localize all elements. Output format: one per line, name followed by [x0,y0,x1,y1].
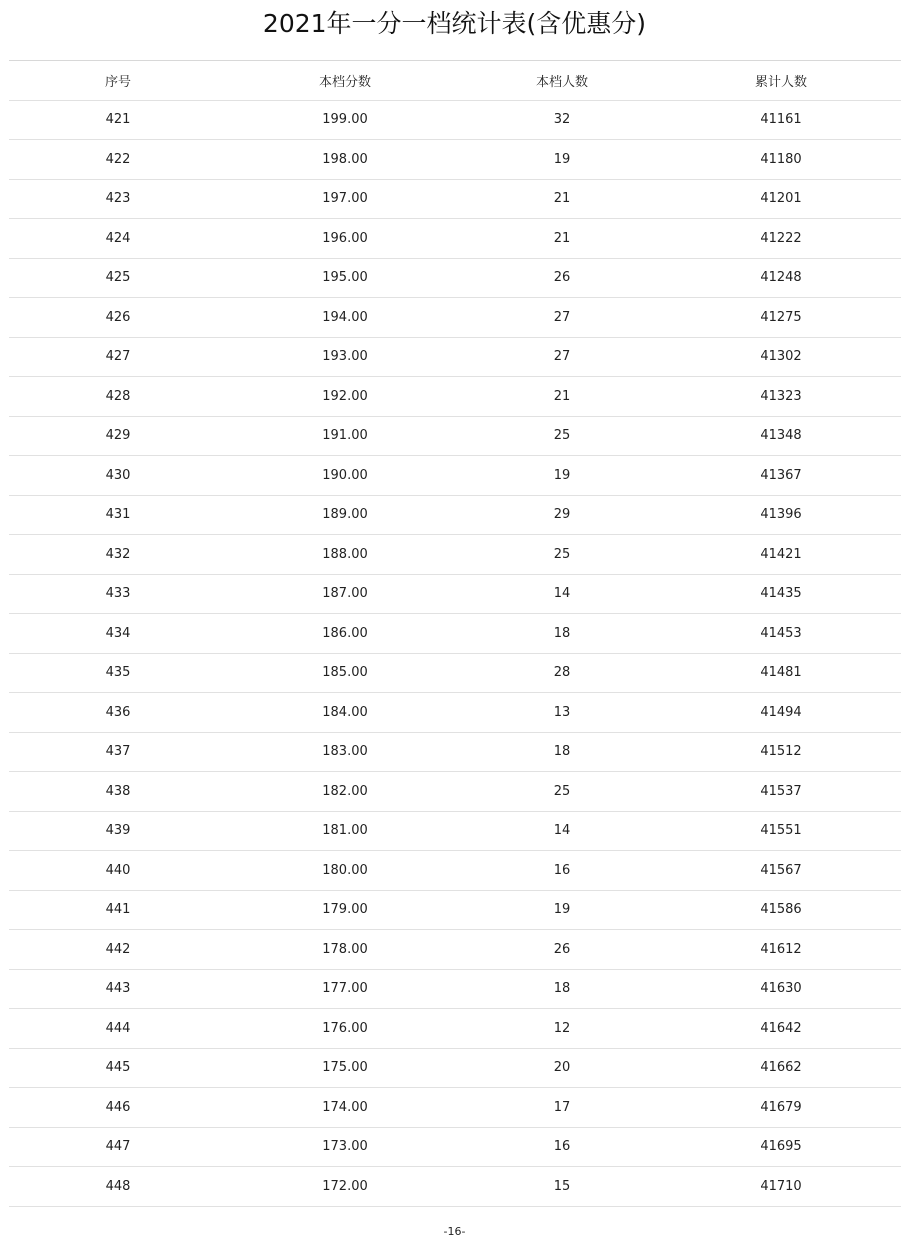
cell-cumulative: 41695 [760,1139,802,1155]
cell-score: 176.00 [322,1020,368,1036]
table-row [9,456,901,496]
cell-cumulative: 41710 [760,1178,802,1194]
cell-score: 187.00 [322,586,368,602]
table-row [9,338,901,378]
table-row [9,1167,901,1207]
cell-score: 185.00 [322,665,368,681]
cell-score: 198.00 [322,151,368,167]
cell-count: 19 [553,467,571,483]
page-number: -16- [443,1225,466,1238]
table-row [9,377,901,417]
cell-cumulative: 41612 [760,941,802,957]
cell-count: 32 [553,112,571,128]
table-row [9,259,901,299]
column-header-rank: 序号 [104,74,131,90]
cell-cumulative: 41494 [760,704,802,720]
table-row [9,930,901,970]
column-header-score: 本档分数 [318,74,371,90]
cell-score: 181.00 [322,823,368,839]
cell-score: 189.00 [322,507,368,523]
cell-score: 174.00 [322,1099,368,1115]
cell-cumulative: 41435 [760,586,802,602]
cell-cumulative: 41512 [760,744,802,760]
cell-rank: 426 [105,309,131,325]
cell-rank: 448 [105,1178,131,1194]
cell-score: 191.00 [322,428,368,444]
table-row [9,417,901,457]
cell-rank: 431 [105,507,131,523]
cell-rank: 435 [105,665,131,681]
cell-count: 17 [553,1099,571,1115]
cell-cumulative: 41551 [760,823,802,839]
cell-score: 172.00 [322,1178,368,1194]
cell-rank: 429 [105,428,131,444]
table-row [9,693,901,733]
cell-score: 193.00 [322,349,368,365]
cell-score: 196.00 [322,230,368,246]
cell-cumulative: 41642 [760,1020,802,1036]
cell-score: 194.00 [322,309,368,325]
cell-count: 18 [553,625,571,641]
cell-rank: 439 [105,823,131,839]
cell-cumulative: 41302 [760,349,802,365]
column-header-cumulative: 累计人数 [754,74,807,90]
cell-count: 21 [553,388,571,404]
cell-cumulative: 41323 [760,388,802,404]
table-row [9,496,901,536]
table-row [9,891,901,931]
cell-score: 173.00 [322,1139,368,1155]
table-body [9,101,901,1207]
cell-score: 182.00 [322,783,368,799]
cell-score: 177.00 [322,981,368,997]
cell-rank: 444 [105,1020,131,1036]
cell-count: 16 [553,862,571,878]
cell-score: 175.00 [322,1060,368,1076]
cell-rank: 437 [105,744,131,760]
cell-rank: 445 [105,1060,131,1076]
cell-cumulative: 41222 [760,230,802,246]
table-row [9,298,901,338]
cell-count: 27 [553,349,571,365]
cell-rank: 427 [105,349,131,365]
cell-score: 195.00 [322,270,368,286]
cell-cumulative: 41679 [760,1099,802,1115]
page-title: 2021年一分一档统计表(含优惠分) [262,9,647,38]
cell-count: 19 [553,902,571,918]
table-row [9,614,901,654]
cell-score: 186.00 [322,625,368,641]
cell-cumulative: 41630 [760,981,802,997]
cell-cumulative: 41567 [760,862,802,878]
cell-cumulative: 41161 [760,112,802,128]
cell-rank: 430 [105,467,131,483]
cell-cumulative: 41586 [760,902,802,918]
cell-cumulative: 41180 [760,151,802,167]
cell-count: 19 [553,151,571,167]
table-row [9,851,901,891]
cell-rank: 446 [105,1099,131,1115]
cell-cumulative: 41537 [760,783,802,799]
cell-rank: 421 [105,112,131,128]
cell-rank: 422 [105,151,131,167]
table-row [9,733,901,773]
table-row [9,970,901,1010]
cell-score: 184.00 [322,704,368,720]
cell-count: 26 [553,941,571,957]
table-row [9,654,901,694]
cell-cumulative: 41662 [760,1060,802,1076]
cell-rank: 436 [105,704,131,720]
table-row [9,1049,901,1089]
cell-cumulative: 41275 [760,309,802,325]
table-row [9,219,901,259]
table-header-row [9,61,901,101]
cell-cumulative: 41201 [760,191,802,207]
cell-rank: 433 [105,586,131,602]
cell-rank: 447 [105,1139,131,1155]
cell-count: 28 [553,665,571,681]
cell-count: 18 [553,981,571,997]
column-header-count: 本档人数 [535,74,588,90]
cell-count: 25 [553,428,571,444]
table-row [9,1128,901,1168]
cell-rank: 425 [105,270,131,286]
table-row [9,1088,901,1128]
cell-score: 178.00 [322,941,368,957]
cell-rank: 438 [105,783,131,799]
cell-count: 18 [553,744,571,760]
cell-score: 197.00 [322,191,368,207]
cell-score: 190.00 [322,467,368,483]
table-row [9,575,901,615]
cell-rank: 441 [105,902,131,918]
cell-rank: 442 [105,941,131,957]
cell-count: 15 [553,1178,571,1194]
cell-cumulative: 41396 [760,507,802,523]
table-row [9,812,901,852]
cell-count: 12 [553,1020,571,1036]
score-distribution-table [9,60,901,1207]
cell-score: 183.00 [322,744,368,760]
cell-cumulative: 41248 [760,270,802,286]
cell-cumulative: 41367 [760,467,802,483]
cell-score: 188.00 [322,546,368,562]
cell-cumulative: 41421 [760,546,802,562]
cell-count: 21 [553,191,571,207]
cell-cumulative: 41348 [760,428,802,444]
cell-count: 27 [553,309,571,325]
cell-score: 179.00 [322,902,368,918]
cell-rank: 428 [105,388,131,404]
cell-count: 20 [553,1060,571,1076]
cell-rank: 424 [105,230,131,246]
cell-score: 180.00 [322,862,368,878]
cell-count: 25 [553,783,571,799]
cell-score: 199.00 [322,112,368,128]
cell-count: 13 [553,704,571,720]
cell-count: 25 [553,546,571,562]
cell-rank: 432 [105,546,131,562]
table-row [9,180,901,220]
cell-cumulative: 41481 [760,665,802,681]
cell-cumulative: 41453 [760,625,802,641]
cell-count: 16 [553,1139,571,1155]
cell-count: 26 [553,270,571,286]
table-row [9,140,901,180]
cell-rank: 440 [105,862,131,878]
cell-score: 192.00 [322,388,368,404]
table-row [9,101,901,141]
cell-rank: 443 [105,981,131,997]
cell-count: 21 [553,230,571,246]
table-row [9,772,901,812]
cell-count: 29 [553,507,571,523]
cell-rank: 423 [105,191,131,207]
cell-count: 14 [553,823,571,839]
cell-count: 14 [553,586,571,602]
cell-rank: 434 [105,625,131,641]
table-row [9,535,901,575]
table-row [9,1009,901,1049]
